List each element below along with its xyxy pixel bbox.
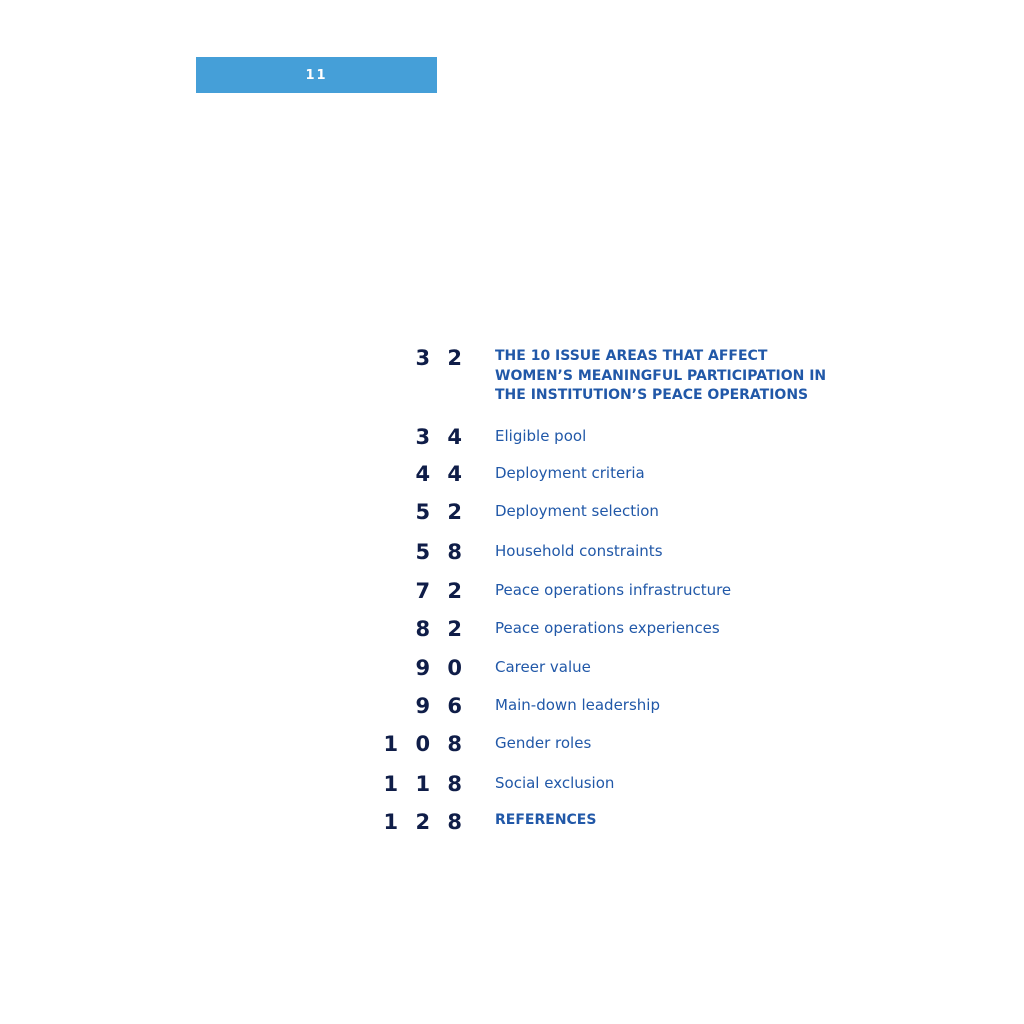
toc-page-number: 5 8 [415, 540, 467, 564]
toc-entry-eligible-pool[interactable] [380, 425, 880, 449]
toc-entry-social-exclusion[interactable] [380, 772, 880, 796]
toc-entry-references[interactable] [380, 810, 880, 834]
toc-entry-main-down-leadership[interactable] [380, 694, 880, 718]
toc-entry-gender-roles[interactable] [380, 732, 880, 756]
toc-entry-title: Deployment selection [495, 502, 659, 520]
toc-entry-title: Career value [495, 658, 591, 676]
page-number: 11 [305, 67, 328, 83]
toc-entry-peace-operations-infrastructure[interactable] [380, 579, 880, 603]
toc-page-number: 3 2 [415, 346, 467, 370]
page-number-tab [196, 57, 437, 93]
toc-entry-household-constraints[interactable] [380, 540, 880, 564]
toc-entry-title: Household constraints [495, 542, 663, 560]
toc-entry-title: Deployment criteria [495, 464, 645, 482]
toc-section-heading: REFERENCES [495, 812, 597, 828]
toc-page-number: 9 6 [415, 694, 467, 718]
toc-page-number: 1 0 8 [383, 732, 467, 756]
toc-entry-title: Peace operations infrastructure [495, 581, 732, 599]
toc-page-number: 1 1 8 [383, 772, 467, 796]
toc-entry-title: Peace operations experiences [495, 619, 720, 637]
toc-entry-peace-operations-experiences[interactable] [380, 617, 880, 641]
toc-section-heading: THE 10 ISSUE AREAS THAT AFFECT WOMEN’S MEANINGFUL PARTICIPATION IN THE INSTITUTION’S PEACE OPERATIONS [495, 348, 827, 403]
toc-page-number: 4 4 [415, 462, 467, 486]
toc-page-number: 8 2 [415, 617, 467, 641]
toc-page-number: 1 2 8 [383, 810, 467, 834]
toc-page-number: 9 0 [415, 656, 467, 680]
toc-entry-title: Main-down leadership [495, 696, 660, 714]
toc-entry-issue-areas[interactable] [380, 346, 880, 406]
toc-page-number: 7 2 [415, 579, 467, 603]
toc-page-number: 3 4 [415, 425, 467, 449]
toc-entry-deployment-selection[interactable] [380, 500, 880, 524]
toc-entry-title: Gender roles [495, 734, 592, 752]
toc-entry-title: Social exclusion [495, 774, 615, 792]
toc-entry-deployment-criteria[interactable] [380, 462, 880, 486]
toc-entry-title: Eligible pool [495, 427, 587, 445]
toc-entry-career-value[interactable] [380, 656, 880, 680]
toc-page-number: 5 2 [415, 500, 467, 524]
